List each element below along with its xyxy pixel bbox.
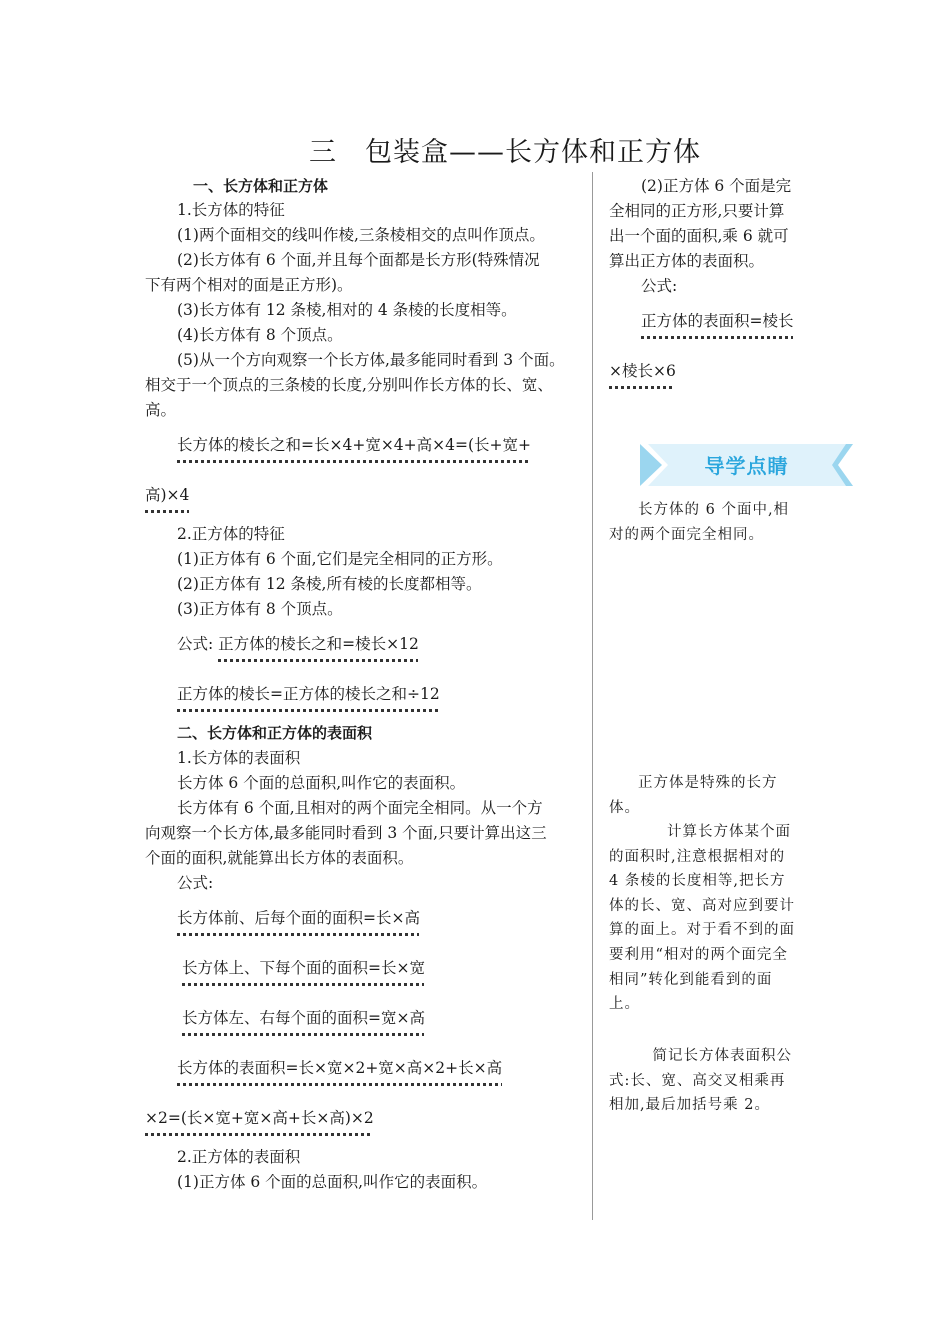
formula-front-back: 长方体前、后每个面的面积=长×高	[177, 909, 420, 927]
paragraph: (1)正方体 6 个面的总面积,叫作它的表面积。	[177, 1173, 488, 1191]
banner-title: 导学点睛	[704, 454, 789, 478]
paragraph: (4)长方体有 8 个顶点。	[177, 326, 343, 344]
formula-label: 公式:	[177, 874, 214, 892]
subheading-cube-area: 2.正方体的表面积	[177, 1148, 301, 1166]
subheading-cube-features: 2.正方体的特征	[177, 525, 285, 543]
paragraph: 相交于一个顶点的三条棱的长度,分别叫作长方体的长、宽、	[145, 376, 553, 394]
paragraph: 下有两个相对的面是正方形)。	[145, 276, 353, 294]
formula-cube-area-cont: ×棱长×6	[609, 362, 676, 380]
column-divider	[592, 172, 593, 1220]
paragraph: 向观察一个长方体,最多能同时看到 3 个面,只要计算出这三	[145, 824, 547, 842]
subheading-cuboid-area: 1.长方体的表面积	[177, 749, 301, 767]
formula-cuboid-edge-sum-cont: 高)×4	[145, 486, 190, 504]
paragraph: (3)长方体有 12 条棱,相对的 4 条棱的长度相等。	[177, 301, 517, 319]
paragraph: 高。	[145, 401, 177, 419]
paragraph: 个面的面积,就能算出长方体的表面积。	[145, 849, 414, 867]
paragraph: (2)正方体有 12 条棱,所有棱的长度都相等。	[177, 575, 482, 593]
formula-left-right: 长方体左、右每个面的面积=宽×高	[182, 1009, 425, 1027]
formula-cube-edge: 正方体的棱长=正方体的棱长之和÷12	[177, 685, 440, 703]
sidebar-note: 简记长方体表面积公式:长、宽、高交叉相乘再相加,最后加括号乘 2。	[609, 1048, 792, 1114]
paragraph: (2)正方体 6 个面是完	[641, 177, 792, 195]
formula-cuboid-area: 长方体的表面积=长×宽×2+宽×高×2+长×高	[177, 1059, 503, 1077]
subheading-cuboid-features: 1.长方体的特征	[177, 201, 285, 219]
sidebar-note: 计算长方体某个面的面积时,注意根据相对的 4 条棱的长度相等,把长方体的长、宽、高对应到要计算的面上。对于看不到的面要利用“相对的两个面完全相同”转化到能看到的面上。	[609, 824, 795, 1013]
paragraph: 长方体 6 个面的总面积,叫作它的表面积。	[177, 774, 466, 792]
formula-top-bottom: 长方体上、下每个面的面积=长×宽	[182, 959, 425, 977]
formula-label: 公式:	[641, 277, 678, 295]
paragraph: 算出正方体的表面积。	[609, 252, 765, 270]
guide-banner	[640, 444, 853, 486]
formula-cuboid-area-cont: ×2=(长×宽+宽×高+长×高)×2	[145, 1109, 374, 1127]
paragraph: (1)正方体有 6 个面,它们是完全相同的正方形。	[177, 550, 503, 568]
sidebar-note: 长方体的 6 个面中,相对的两个面完全相同。	[609, 502, 790, 543]
formula-label: 公式:	[177, 635, 219, 653]
sidebar-note: 正方体是特殊的长方体。	[609, 775, 778, 816]
paragraph: 出一个面的面积,乘 6 就可	[609, 227, 789, 245]
paragraph: (1)两个面相交的线叫作棱,三条棱相交的点叫作顶点。	[177, 226, 545, 244]
paragraph: (3)正方体有 8 个顶点。	[177, 600, 343, 618]
section-heading-1: 一、长方体和正方体	[193, 177, 329, 195]
section-heading-2: 二、长方体和正方体的表面积	[177, 724, 373, 742]
formula-cube-edge-sum: 正方体的棱长之和=棱长×12	[218, 635, 419, 653]
paragraph: (5)从一个方向观察一个长方体,最多能同时看到 3 个面。	[177, 351, 565, 369]
paragraph: 全相同的正方形,只要计算	[609, 202, 785, 220]
page-title: 三 包装盒——长方体和正方体	[309, 137, 701, 168]
formula-cuboid-edge-sum: 长方体的棱长之和=长×4+宽×4+高×4=(长+宽+	[177, 436, 532, 454]
paragraph: (2)长方体有 6 个面,并且每个面都是长方形(特殊情况	[177, 251, 540, 269]
formula-cube-area: 正方体的表面积=棱长	[641, 312, 794, 330]
paragraph: 长方体有 6 个面,且相对的两个面完全相同。从一个方	[177, 799, 543, 817]
